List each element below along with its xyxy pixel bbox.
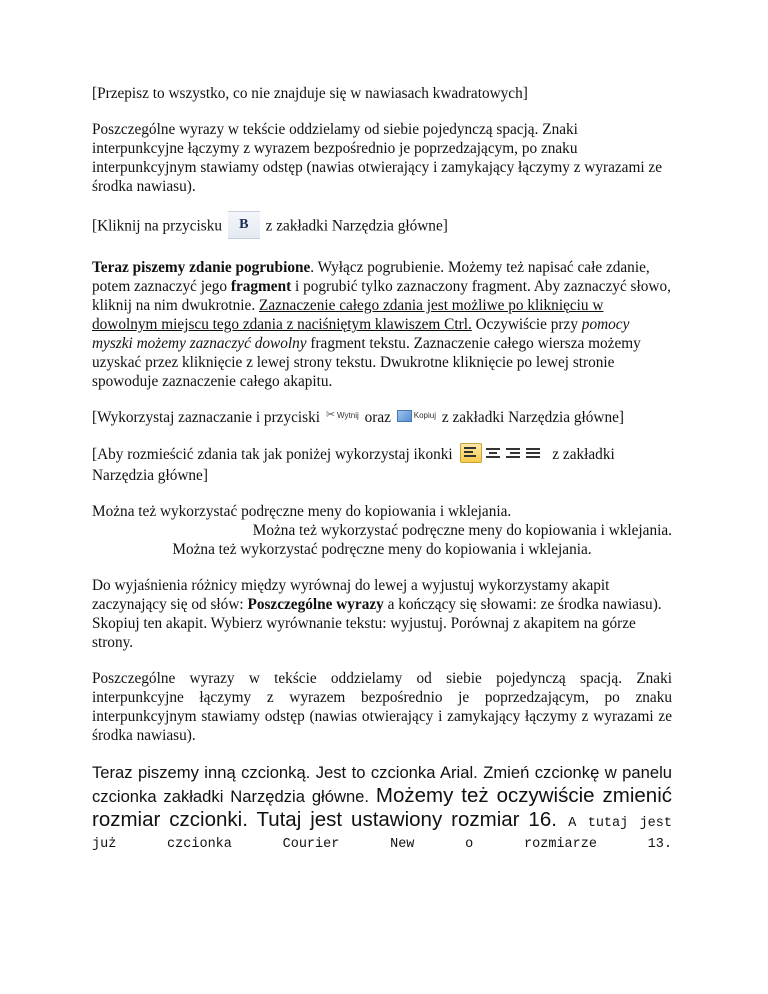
bold-icon: B (228, 211, 260, 239)
paragraph-spacing-rules-justified: Poszczególne wyrazy w tekście oddzielamy od siebie pojedynczą spacją. Znaki interpunkcyjne łączymy z wyrazem bezpośrednio je poprzedzającym, po znaku interpunkcyjnym stawiamy odstęp (nawias otwierający i zamykający łączymy z wyrazami ze środka nawiasu). (92, 669, 672, 744)
instruction-alignment: [Aby rozmieścić zdania tak jak poniżej wykorzystaj ikonki z zakładki Narzędzia główne] (92, 445, 672, 485)
paragraph-fonts: Teraz piszemy inną czcionką. Jest to czcionka Arial. Zmień czcionkę w panelu czcionka zakładki Narzędzia główne. Możemy też oczywiście zmienić rozmiar czcionki. Tutaj jest ustawiony rozmiar 16. A tutaj jest już czcionka Courier New o rozmiarze 13. (92, 762, 673, 852)
sentence-align-center: Można też wykorzystać podręczne meny do kopiowania i wklejania. (172, 540, 592, 558)
cut-button-image: ✂ Wytnij (325, 408, 359, 421)
copy-icon (397, 410, 412, 422)
align-center-icon (484, 445, 502, 461)
align-left-icon (460, 443, 482, 463)
document-page (92, 84, 672, 854)
scissors-icon: ✂ (325, 408, 336, 421)
copy-button-image: Kopiuj (397, 406, 436, 425)
align-right-icon (504, 445, 522, 461)
alignment-icons (460, 442, 544, 462)
paragraph-bold-selection: Teraz piszemy zdanie pogrubione. Wyłącz pogrubienie. Możemy też napisać całe zdanie, potem zaznaczyć jego fragment i pogrubić tylko zaznaczony fragment. Aby zaznaczyć słowo, kliknij na nim dwukrotnie. Zaznaczenie całego zdania jest możliwe po kliknięciu w dowolnym miejscu tego zdania z naciśniętym klawiszem Ctrl. Oczywiście przy pomocy myszki możemy zaznaczyć dowolny fragment tekstu. Zaznaczenie całego wiersza możemy uzyskać przez kliknięcie z lewej strony tekstu. Dwukrotne kliknięcie po lewej stronie spowoduje zaznaczenie całego akapitu. (92, 259, 671, 390)
align-justify-icon (524, 445, 542, 461)
sentence-align-left: Można też wykorzystać podręczne meny do kopiowania i wklejania. (92, 502, 512, 520)
instruction-bold: [Kliknij na przycisku B z zakładki Narzędzia główne] (92, 213, 672, 241)
sentence-align-right: Można też wykorzystać podręczne meny do kopiowania i wklejania. (252, 521, 672, 539)
paragraph-justify-explanation: Do wyjaśnienia różnicy między wyrównaj do lewej a wyjustuj wykorzystamy akapit zaczynający się od słów: Poszczególne wyrazy a kończący się słowami: ze środka nawiasu). Skopiuj ten akapit. Wybierz wyrównanie tekstu: wyjustuj. Porównaj z akapitem na górze strony. (92, 576, 662, 651)
paragraph-spacing-rules: Poszczególne wyrazy w tekście oddzielamy od siebie pojedynczą spacją. Znaki interpunkcyjne łączymy z wyrazem bezpośrednio je poprzedzającym, po znaku interpunkcyjnym stawiamy odstęp (nawias otwierający i zamykający łączymy z wyrazami ze środka nawiasu). (92, 121, 663, 195)
instruction-cut-copy: [Wykorzystaj zaznaczanie i przyciski ✂ Wytnij oraz Kopiuj z zakładki Narzędzia główne] (92, 408, 672, 428)
instruction-rewrite: [Przepisz to wszystko, co nie znajduje się w nawiasach kwadratowych] (92, 85, 528, 102)
